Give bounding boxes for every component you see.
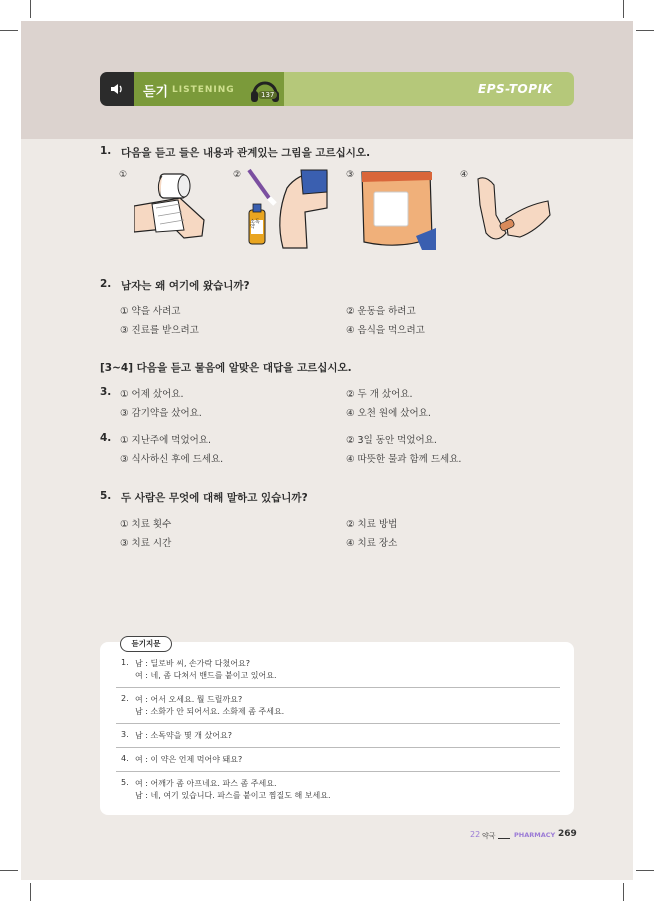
- patch-illustration: [360, 170, 436, 250]
- crop-mark: [636, 30, 654, 31]
- section-title: 듣기: [143, 85, 169, 100]
- q2-text: 남자는 왜 여기에 왔습니까?: [121, 280, 250, 292]
- script-divider: [116, 771, 560, 772]
- q2-option-2[interactable]: ② 운동을 하려고: [346, 306, 416, 317]
- q3-number: 3.: [100, 386, 112, 398]
- footer-divider: [498, 838, 510, 839]
- script-1-number: 1.: [121, 658, 129, 667]
- crop-mark: [623, 883, 624, 901]
- script-1-line-2: 여 : 네, 좀 다쳐서 밴드를 붙이고 있어요.: [135, 671, 277, 680]
- speaker-icon[interactable]: [109, 81, 125, 97]
- script-3-number: 3.: [121, 730, 129, 739]
- script-2-line-2: 남 : 소화가 안 되어서요. 소화제 좀 주세요.: [135, 707, 285, 716]
- q1-choice-2: ②: [233, 170, 242, 180]
- script-tag: 듣기지문: [120, 636, 172, 652]
- q3-option-4[interactable]: ④ 오천 원에 샀어요.: [346, 408, 431, 419]
- crop-mark: [636, 870, 654, 871]
- q1-choice-3: ③: [346, 170, 355, 180]
- instruction-3-4: [3~4] 다음을 듣고 물음에 알맞은 대답을 고르십시오.: [100, 362, 352, 374]
- q1-text: 다음을 듣고 들은 내용과 관계있는 그림을 고르십시오.: [121, 147, 371, 159]
- finger-bandage-illustration: [476, 175, 552, 249]
- q1-choice-1: ①: [119, 170, 128, 180]
- q4-option-1[interactable]: ① 지난주에 먹었어요.: [120, 435, 211, 446]
- chapter-number: 22: [470, 830, 481, 839]
- brand-logo: EPS-TOPIK: [478, 82, 553, 96]
- q3-option-3[interactable]: ③ 감기약을 샀어요.: [120, 408, 202, 419]
- script-5-line-1: 여 : 어깨가 좀 아프네요. 파스 좀 주세요.: [135, 779, 277, 788]
- q2-option-4[interactable]: ④ 음식을 먹으려고: [346, 325, 425, 336]
- crop-mark: [0, 870, 18, 871]
- q1-choice-4: ④: [460, 170, 469, 180]
- script-5-number: 5.: [121, 778, 129, 787]
- q2-option-3[interactable]: ③ 진료를 받으려고: [120, 325, 199, 336]
- q3-option-1[interactable]: ① 어제 샀어요.: [120, 389, 184, 400]
- q5-text: 두 사람은 무엇에 대해 말하고 있습니까?: [121, 492, 308, 504]
- script-4-line-1: 여 : 이 약은 언제 먹어야 돼요?: [135, 755, 243, 764]
- q4-number: 4.: [100, 432, 112, 444]
- q5-option-4[interactable]: ④ 치료 장소: [346, 538, 398, 549]
- q4-option-3[interactable]: ③ 식사하신 후에 드세요.: [120, 454, 224, 465]
- script-4-number: 4.: [121, 754, 129, 763]
- script-5-line-2: 남 : 네, 여기 있습니다. 파스를 붙이고 찜질도 해 보세요.: [135, 791, 331, 800]
- headphones-icon: [249, 76, 281, 104]
- q3-option-2[interactable]: ② 두 개 샀어요.: [346, 389, 413, 400]
- bandage-arm-illustration: [134, 170, 210, 248]
- script-2-line-1: 여 : 어서 오세요. 뭘 드릴까요?: [135, 695, 243, 704]
- track-number: 137: [258, 91, 277, 99]
- script-divider: [116, 687, 560, 688]
- disinfectant-illustration: [247, 168, 329, 250]
- script-3-line-1: 남 : 소독약을 몇 개 샀어요?: [135, 731, 232, 740]
- q4-option-4[interactable]: ④ 따뜻한 물과 함께 드세요.: [346, 454, 462, 465]
- q2-number: 2.: [100, 278, 112, 290]
- q5-number: 5.: [100, 490, 112, 502]
- q5-option-1[interactable]: ① 치료 횟수: [120, 519, 172, 530]
- q4-option-2[interactable]: ② 3일 동안 먹었어요.: [346, 435, 437, 446]
- q2-option-1[interactable]: ① 약을 사려고: [120, 306, 181, 317]
- section-subtitle: LISTENING: [172, 85, 235, 95]
- crop-mark: [30, 883, 31, 901]
- script-divider: [116, 723, 560, 724]
- page-number: 269: [558, 829, 577, 839]
- q1-number: 1.: [100, 145, 112, 157]
- script-divider: [116, 747, 560, 748]
- chapter-title: 약국: [482, 832, 496, 840]
- script-2-number: 2.: [121, 694, 129, 703]
- crop-mark: [0, 30, 18, 31]
- q5-option-3[interactable]: ③ 치료 시간: [120, 538, 172, 549]
- crop-mark: [623, 0, 624, 18]
- q5-option-2[interactable]: ② 치료 방법: [346, 519, 398, 530]
- script-1-line-1: 남 : 딜로바 씨, 손가락 다쳤어요?: [135, 659, 250, 668]
- chapter-title-en: PHARMACY: [514, 831, 556, 839]
- bottle-label: 소독약: [250, 219, 260, 230]
- crop-mark: [30, 0, 31, 18]
